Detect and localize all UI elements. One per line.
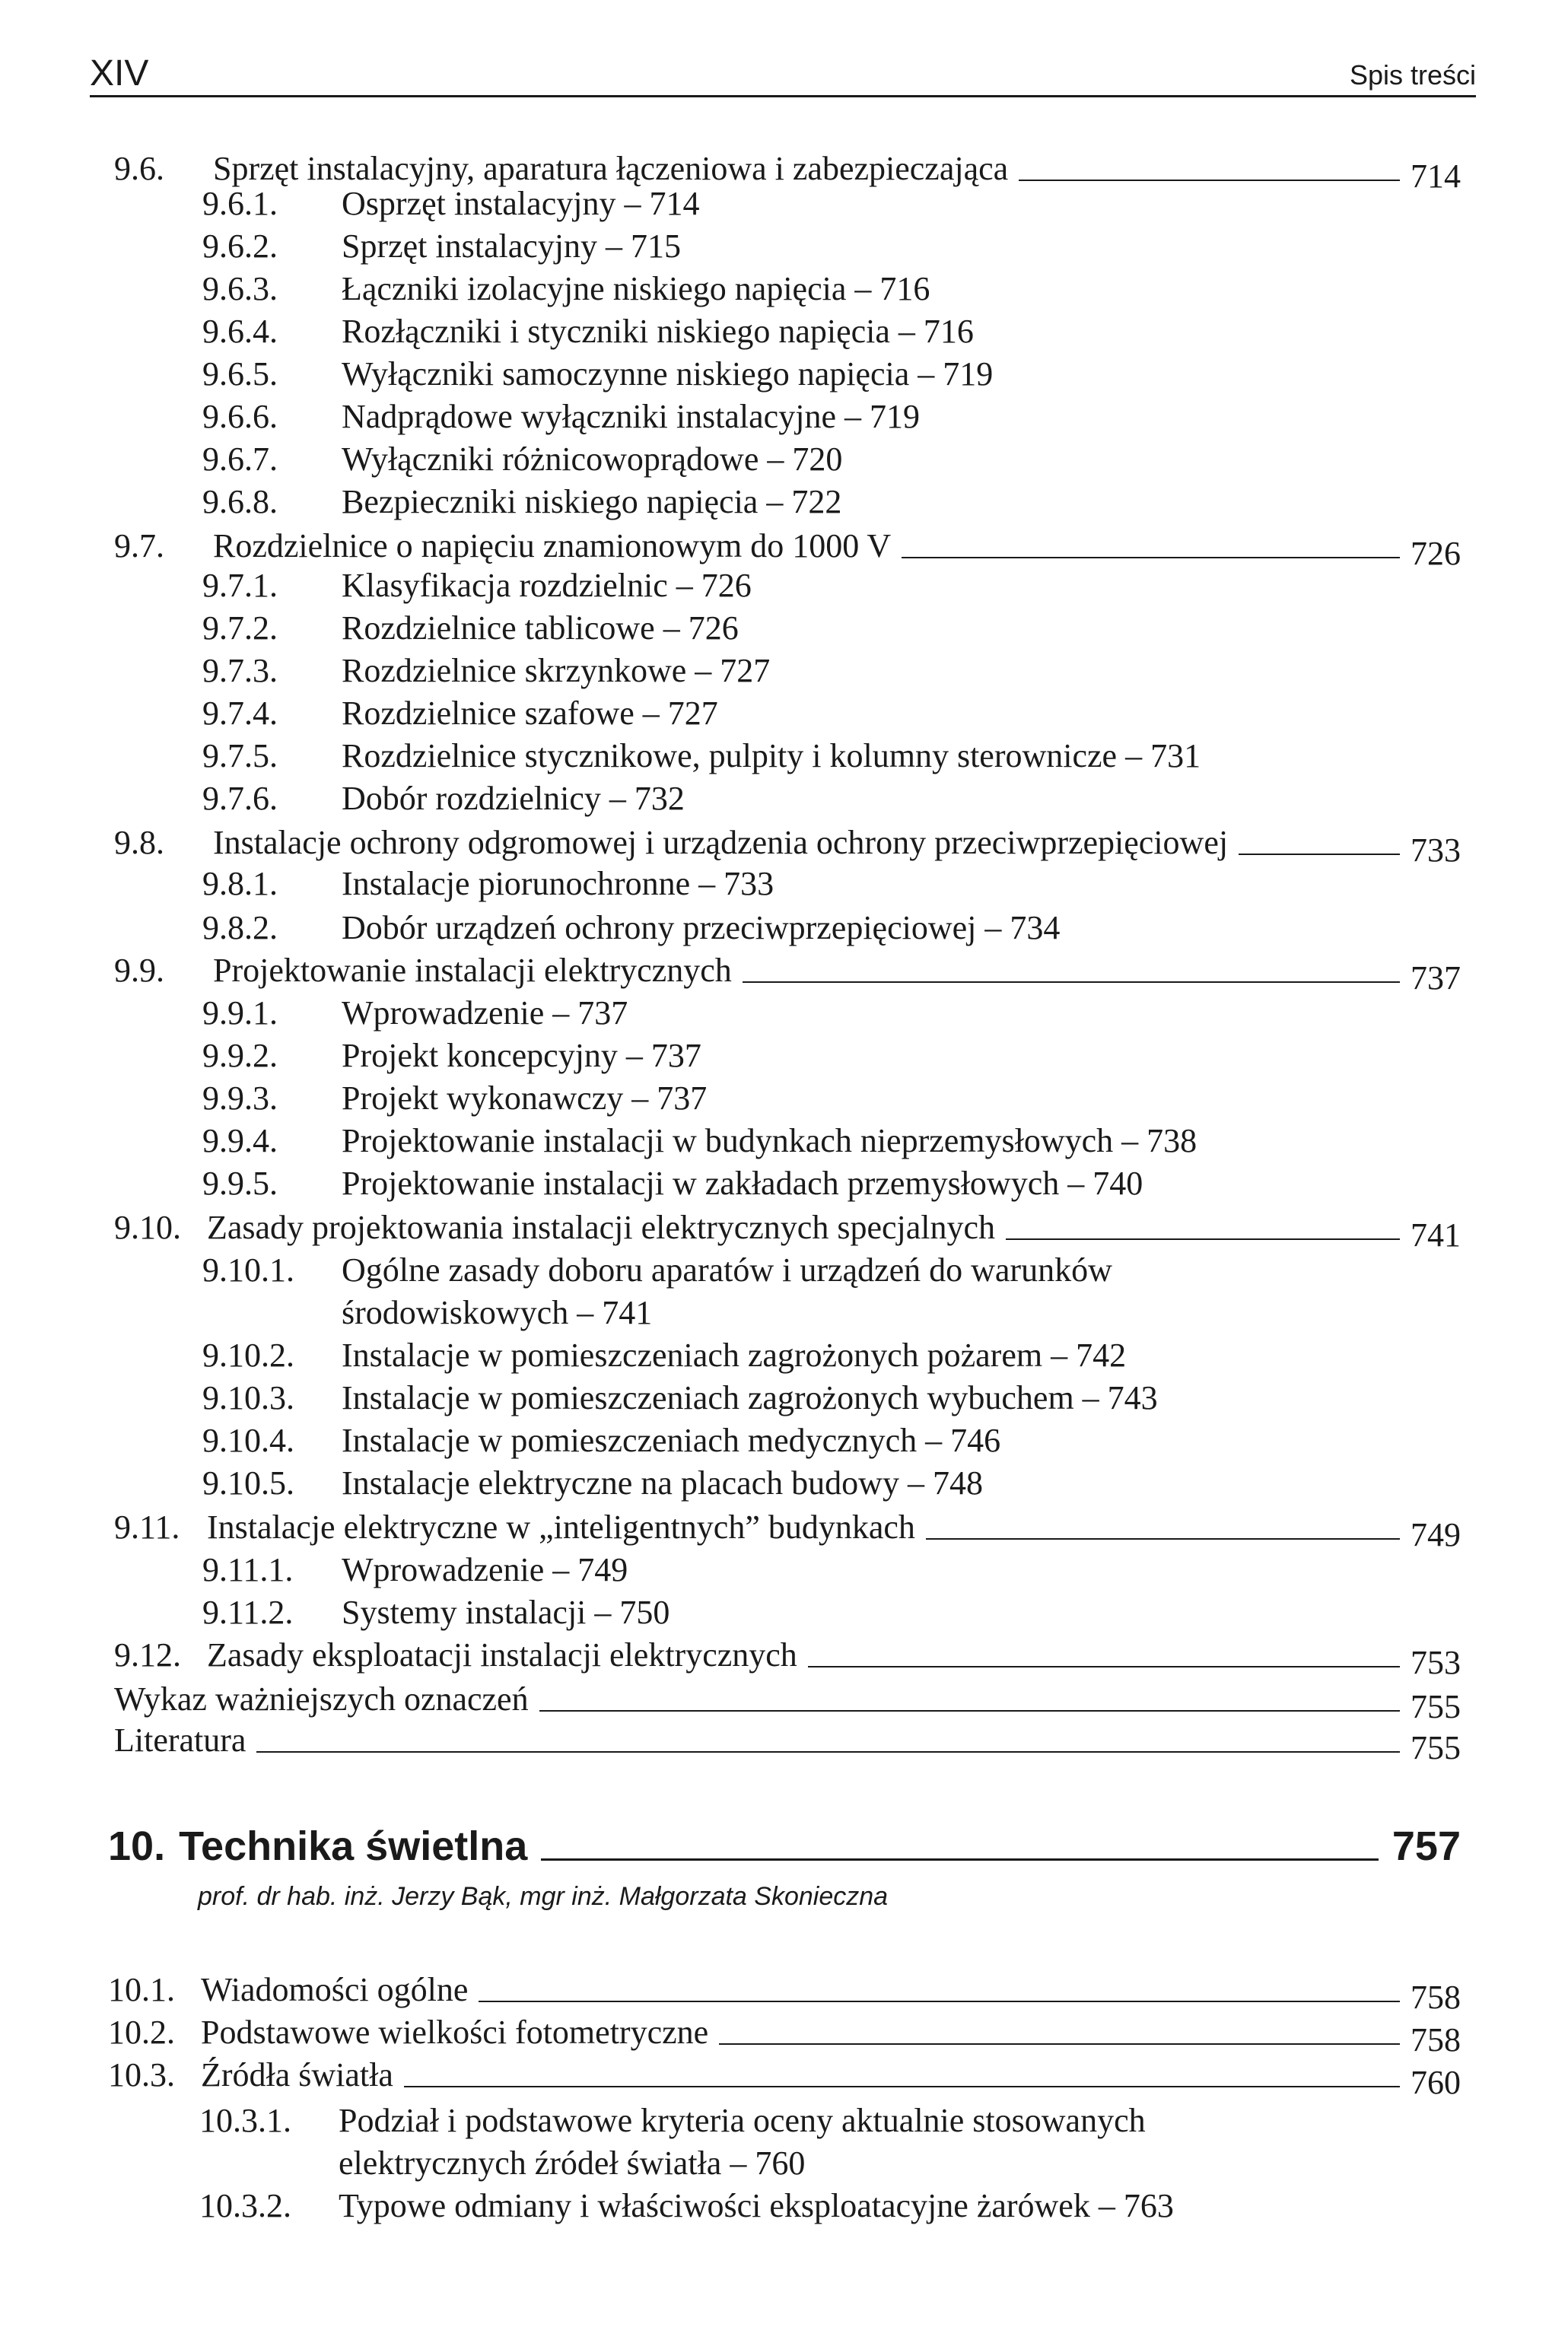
subentry-number: 9.9.5. <box>202 1165 278 1202</box>
subentry-number: 9.9.4. <box>202 1122 278 1159</box>
subentry-number: 9.6.8. <box>202 483 278 520</box>
leader-line <box>541 1858 1379 1861</box>
entry-page: 737 <box>1411 959 1461 997</box>
subentry-text: Typowe odmiany i właściwości eksploatacyjne żarówek – 763 <box>339 2187 1174 2224</box>
entry-title: Zasady eksploatacji instalacji elektrycznych <box>207 1636 797 1674</box>
subentry-number: 9.6.3. <box>202 270 278 307</box>
subentry-number: 9.10.5. <box>202 1464 294 1502</box>
subentry-text: Instalacje elektryczne na placach budowy – 748 <box>342 1464 983 1502</box>
leader-line <box>1019 180 1400 181</box>
subentry-text: Wprowadzenie – 749 <box>342 1551 628 1588</box>
toc-entry <box>108 1970 1461 2016</box>
entry-title: Zasady projektowania instalacji elektrycznych specjalnych <box>207 1209 996 1246</box>
leader-line <box>479 2001 1400 2002</box>
chapter-authors: prof. dr hab. inż. Jerzy Bąk, mgr inż. Małgorzata Skonieczna <box>198 1882 889 1911</box>
subentry-text: Projekt wykonawczy – 737 <box>342 1079 708 1117</box>
subentry-number: 9.6.4. <box>202 313 278 350</box>
entry-page: 758 <box>1411 1979 1461 2016</box>
subentry-text: Bezpieczniki niskiego napięcia – 722 <box>342 483 842 520</box>
entry-number: 9.10. <box>114 1209 181 1246</box>
running-header-title: Spis treści <box>1349 59 1476 91</box>
subentry-number: 10.3.1. <box>199 2102 291 2139</box>
entry-page: 749 <box>1411 1516 1461 1553</box>
subentry-number: 9.6.2. <box>202 227 278 265</box>
entry-number: 10.1. <box>108 1971 175 2008</box>
subentry-text-continued: elektrycznych źródeł światła – 760 <box>339 2144 806 2182</box>
entry-title: Sprzęt instalacyjny, aparatura łączeniowa i zabezpieczająca <box>213 150 1009 187</box>
leader-line <box>902 557 1400 558</box>
leader-line <box>926 1538 1400 1540</box>
subentry-text: Projekt koncepcyjny – 737 <box>342 1037 701 1074</box>
subentry-text: Systemy instalacji – 750 <box>342 1594 670 1631</box>
leader-line <box>404 2086 1400 2087</box>
entry-page: 733 <box>1411 831 1461 869</box>
subentry-number: 9.7.4. <box>202 695 278 732</box>
leader-line <box>1006 1238 1400 1240</box>
entry-page: 726 <box>1411 535 1461 572</box>
subentry-number: 9.7.1. <box>202 567 278 604</box>
toc-entry <box>108 2013 1461 2058</box>
entry-title: Podstawowe wielkości fotometryczne <box>201 2014 709 2051</box>
subentry-number: 9.9.3. <box>202 1079 278 1117</box>
toc-entry <box>114 149 1461 195</box>
entry-number: 9.11. <box>114 1508 180 1546</box>
subentry-number: 9.10.3. <box>202 1379 294 1416</box>
entry-page: 714 <box>1411 157 1461 195</box>
subentry-number: 9.6.7. <box>202 440 278 478</box>
subentry-text: Osprzęt instalacyjny – 714 <box>342 185 700 222</box>
entry-number: 9.9. <box>114 952 164 989</box>
toc-entry <box>114 1721 1461 1766</box>
leader-line <box>256 1751 1400 1753</box>
subentry-number: 9.8.2. <box>202 909 278 946</box>
subentry-number: 9.7.6. <box>202 780 278 817</box>
subentry-text: Podział i podstawowe kryteria oceny aktualnie stosowanych <box>339 2102 1146 2139</box>
entry-title: Instalacje elektryczne w „inteligentnych” budynkach <box>207 1508 915 1546</box>
subentry-number: 9.6.6. <box>202 398 278 435</box>
leader-line <box>743 981 1400 983</box>
entry-number: 9.6. <box>114 150 164 187</box>
subentry-text: Sprzęt instalacyjny – 715 <box>342 227 682 265</box>
entry-number: 9.12. <box>114 1636 181 1674</box>
subentry-number: 9.10.1. <box>202 1251 294 1289</box>
subentry-text: Instalacje w pomieszczeniach medycznych – 746 <box>342 1422 1001 1459</box>
subentry-text: Instalacje piorunochronne – 733 <box>342 865 774 902</box>
entry-number: 10.3. <box>108 2056 175 2093</box>
toc-entry <box>114 526 1461 572</box>
subentry-number: 9.7.3. <box>202 652 278 689</box>
subentry-number: 9.7.2. <box>202 609 278 647</box>
chapter-title: Technika świetlna <box>179 1823 528 1869</box>
entry-page: 741 <box>1411 1216 1461 1254</box>
subentry-number: 9.7.5. <box>202 737 278 774</box>
subentry-text: Klasyfikacja rozdzielnic – 726 <box>342 567 752 604</box>
subentry-text: Dobór rozdzielnicy – 732 <box>342 780 685 817</box>
toc-entry <box>114 1208 1461 1254</box>
toc-entry <box>114 1680 1461 1725</box>
subentry-text: Wyłączniki samoczynne niskiego napięcia – 719 <box>342 355 994 393</box>
subentry-number: 9.9.1. <box>202 994 278 1032</box>
subentry-number: 9.11.1. <box>202 1551 294 1588</box>
entry-title: Wiadomości ogólne <box>201 1971 469 2008</box>
subentry-text: Rozdzielnice stycznikowe, pulpity i kolumny sterownicze – 731 <box>342 737 1201 774</box>
subentry-text: Wprowadzenie – 737 <box>342 994 628 1032</box>
subentry-text: Wyłączniki różnicowoprądowe – 720 <box>342 440 843 478</box>
toc-entry <box>114 1508 1461 1553</box>
entry-number: 10.2. <box>108 2014 175 2051</box>
toc-entry <box>114 1636 1461 1681</box>
entry-title: Rozdzielnice o napięciu znamionowym do 1000 V <box>213 527 892 564</box>
entry-page: 760 <box>1411 2064 1461 2101</box>
leader-line <box>539 1710 1400 1712</box>
toc-entry <box>114 951 1461 997</box>
page-number-roman: XIV <box>90 53 149 94</box>
chapter-page: 757 <box>1391 1823 1461 1869</box>
entry-title: Projektowanie instalacji elektrycznych <box>213 952 732 989</box>
subentry-text: Instalacje w pomieszczeniach zagrożonych pożarem – 742 <box>342 1337 1127 1374</box>
subentry-text: Nadprądowe wyłączniki instalacyjne – 719 <box>342 398 920 435</box>
subentry-text: Rozdzielnice tablicowe – 726 <box>342 609 739 647</box>
subentry-text: Dobór urządzeń ochrony przeciwprzepięciowej – 734 <box>342 909 1061 946</box>
subentry-number: 9.11.2. <box>202 1594 294 1631</box>
subentry-number: 9.10.4. <box>202 1422 294 1459</box>
subentry-text: Rozłączniki i styczniki niskiego napięcia – 716 <box>342 313 974 350</box>
subentry-text: Projektowanie instalacji w zakładach przemysłowych – 740 <box>342 1165 1143 1202</box>
subentry-text: Rozdzielnice szafowe – 727 <box>342 695 718 732</box>
entry-number: 9.7. <box>114 527 164 564</box>
subentry-number: 10.3.2. <box>199 2187 291 2224</box>
entry-page: 755 <box>1411 1729 1461 1766</box>
subentry-text: Łączniki izolacyjne niskiego napięcia – 716 <box>342 270 930 307</box>
subentry-number: 9.10.2. <box>202 1337 294 1374</box>
subentry-text-continued: środowiskowych – 741 <box>342 1294 653 1331</box>
leader-line <box>1239 854 1400 855</box>
entry-title: Literatura <box>114 1721 246 1759</box>
entry-title: Instalacje ochrony odgromowej i urządzenia ochrony przeciwprzepięciowej <box>213 824 1229 861</box>
leader-line <box>808 1666 1400 1667</box>
toc-entry <box>114 823 1461 869</box>
entry-page: 753 <box>1411 1644 1461 1681</box>
leader-line <box>719 2043 1400 2045</box>
entry-page: 758 <box>1411 2021 1461 2058</box>
entry-title: Wykaz ważniejszych oznaczeń <box>114 1680 529 1718</box>
entry-number: 9.8. <box>114 824 164 861</box>
subentry-number: 9.8.1. <box>202 865 278 902</box>
chapter-number: 10. <box>108 1823 166 1869</box>
subentry-text: Instalacje w pomieszczeniach zagrożonych wybuchem – 743 <box>342 1379 1158 1416</box>
entry-page: 755 <box>1411 1688 1461 1725</box>
subentry-text: Rozdzielnice skrzynkowe – 727 <box>342 652 771 689</box>
subentry-text: Ogólne zasady doboru aparatów i urządzeń do warunków <box>342 1251 1112 1289</box>
page-header <box>90 43 1476 97</box>
chapter-heading <box>108 1817 1461 1870</box>
entry-title: Źródła światła <box>201 2056 393 2093</box>
subentry-number: 9.6.1. <box>202 185 278 222</box>
subentry-number: 9.9.2. <box>202 1037 278 1074</box>
subentry-number: 9.6.5. <box>202 355 278 393</box>
subentry-text: Projektowanie instalacji w budynkach nieprzemysłowych – 738 <box>342 1122 1197 1159</box>
toc-entry <box>108 2055 1461 2101</box>
